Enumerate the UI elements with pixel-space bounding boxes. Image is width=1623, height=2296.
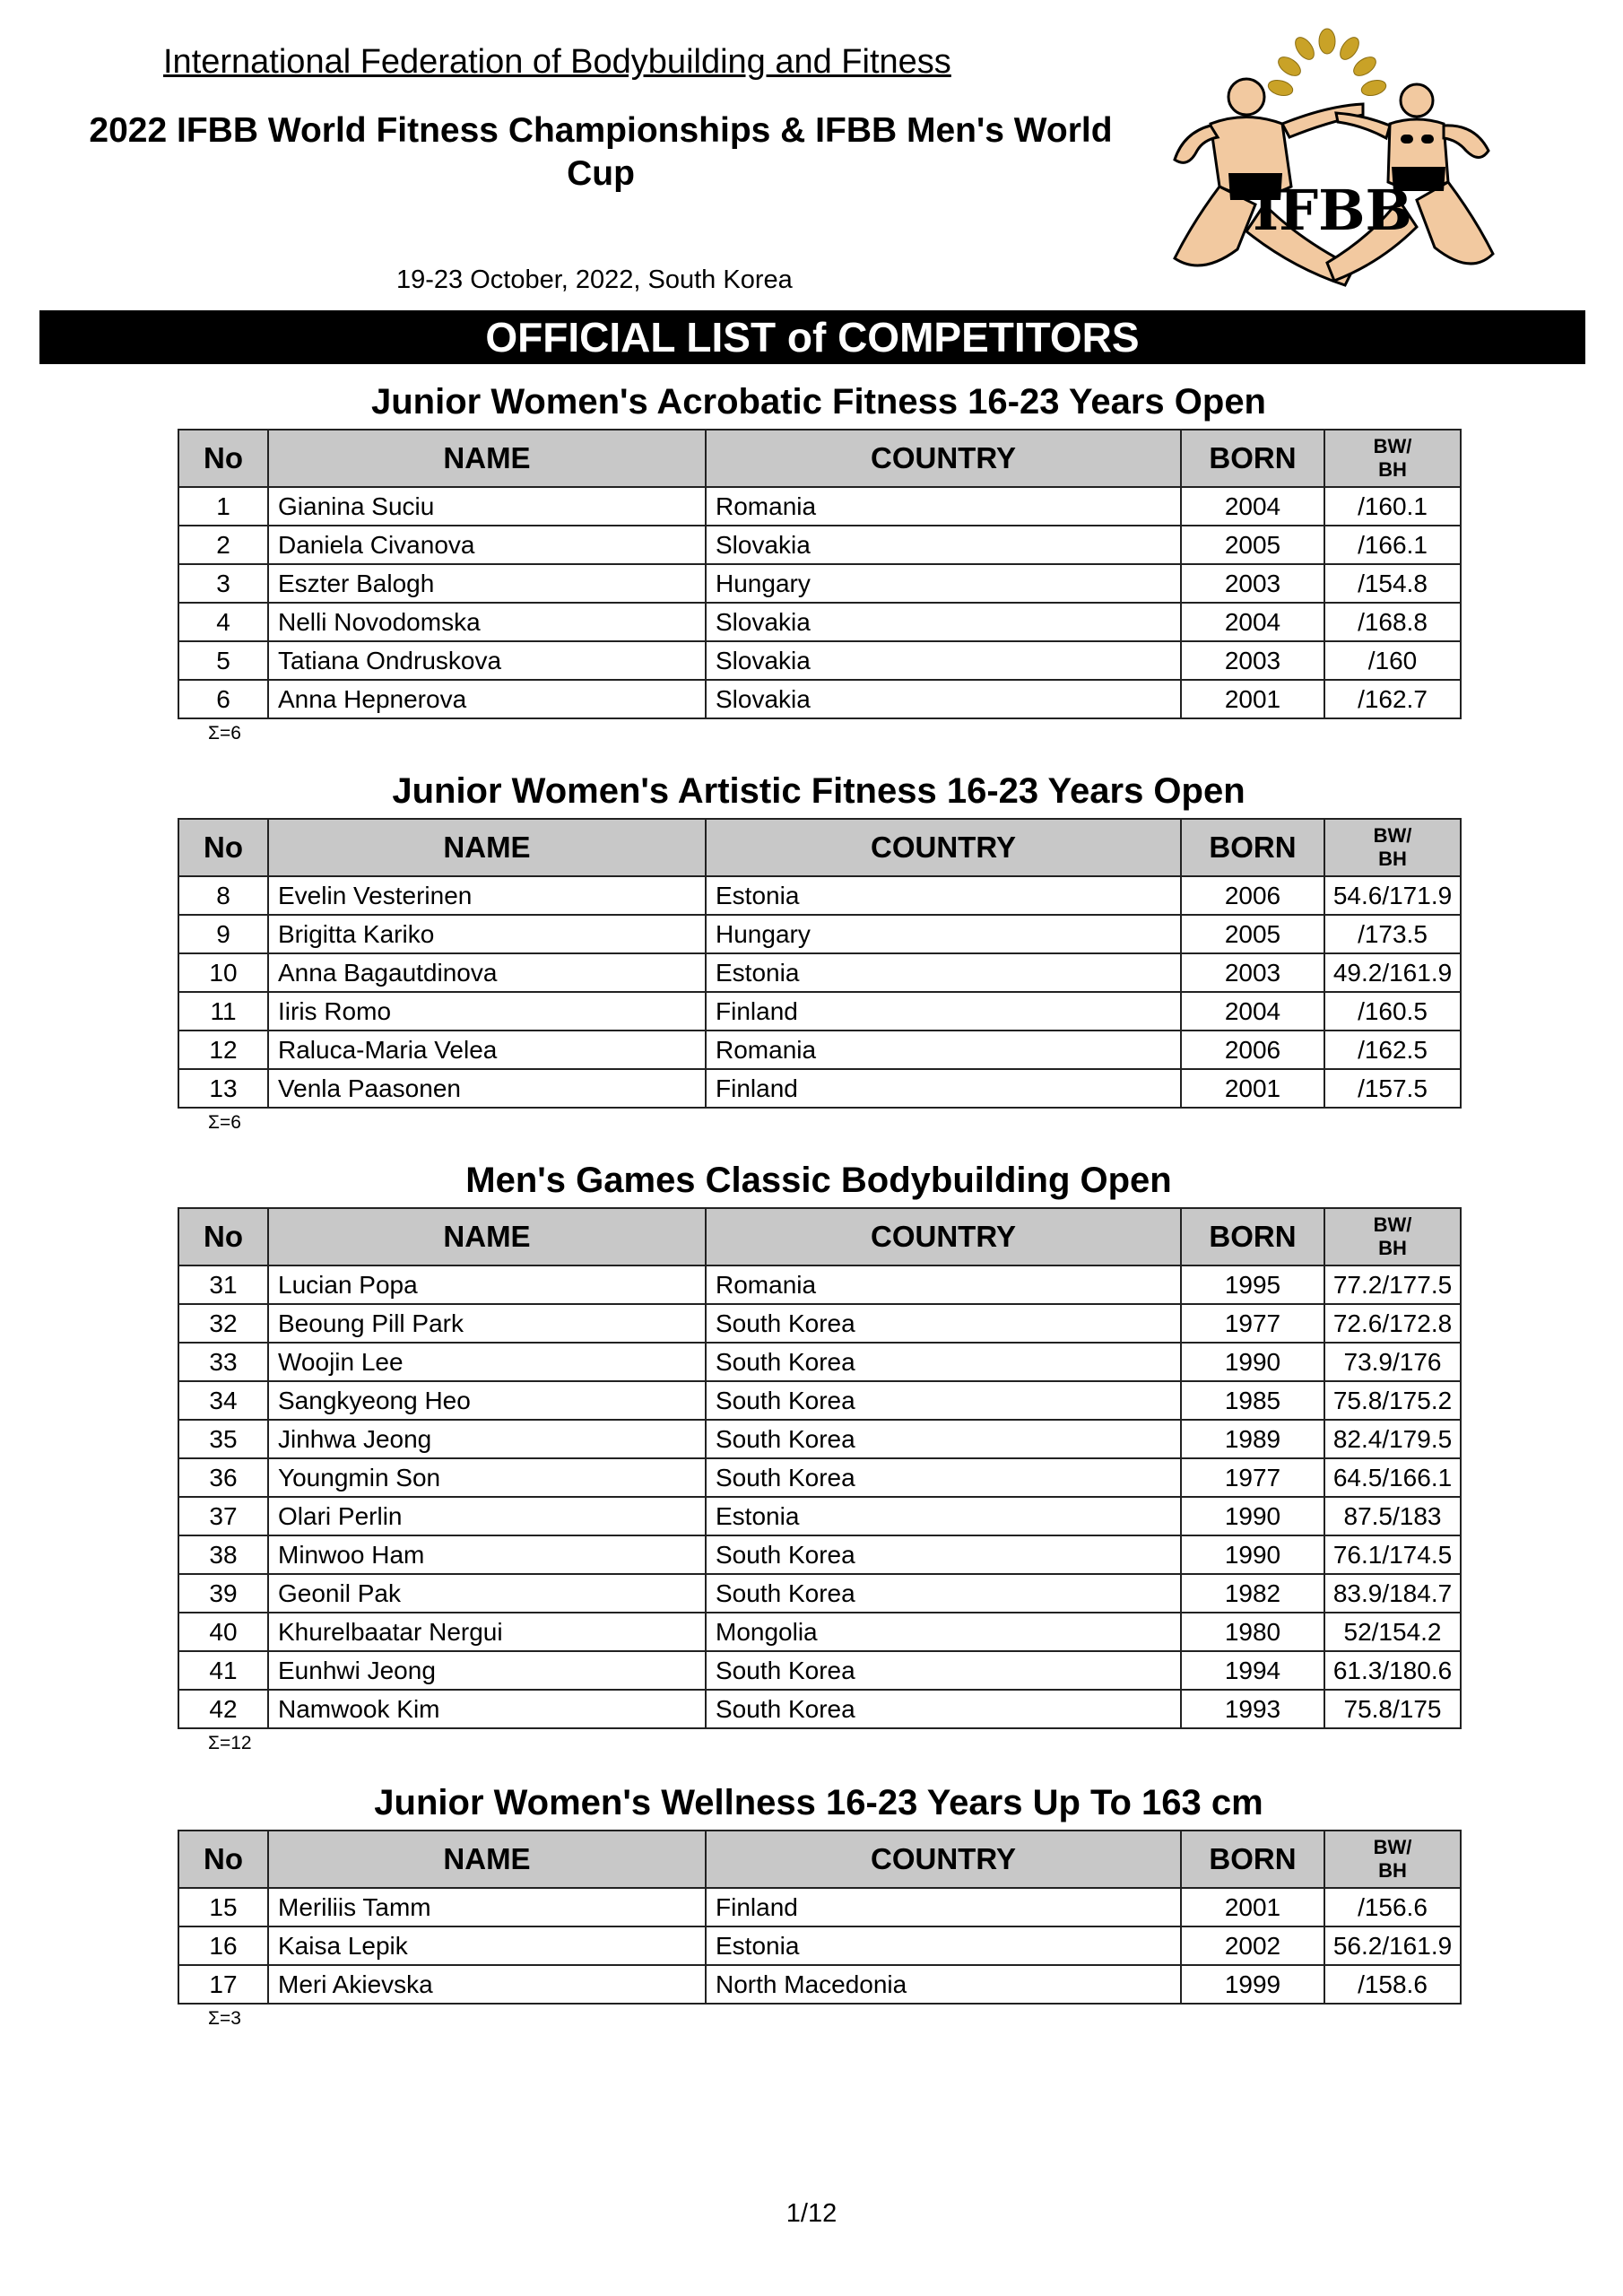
table-row: [178, 876, 1461, 915]
cell-bw-bh: /160.5: [1324, 992, 1461, 1031]
col-header-name: NAME: [268, 430, 706, 487]
category-total: Σ=6: [208, 1112, 241, 1133]
cell-name: Eszter Balogh: [268, 564, 706, 603]
cell-country: Slovakia: [706, 641, 1181, 680]
cell-born: 1995: [1181, 1265, 1324, 1304]
col-header-no: No: [178, 819, 268, 876]
cell-country: Estonia: [706, 1926, 1181, 1965]
cell-born: 2005: [1181, 526, 1324, 564]
cell-no: 35: [178, 1420, 268, 1458]
cell-bw-bh: 73.9/176: [1324, 1343, 1461, 1381]
col-header-bh: BH: [1378, 1237, 1407, 1259]
cell-bw-bh: /166.1: [1324, 526, 1461, 564]
cell-no: 36: [178, 1458, 268, 1497]
table-row: [178, 1031, 1461, 1069]
cell-born: 1990: [1181, 1343, 1324, 1381]
col-header-bw: BW/: [1373, 435, 1412, 457]
cell-name: Anna Bagautdinova: [268, 953, 706, 992]
col-header-bh: BH: [1378, 848, 1407, 870]
cell-no: 4: [178, 603, 268, 641]
category-section: [178, 764, 1460, 1137]
cell-name: Namwook Kim: [268, 1690, 706, 1728]
cell-country: Estonia: [706, 1497, 1181, 1535]
cell-name: Gianina Suciu: [268, 487, 706, 526]
table-row: [178, 641, 1461, 680]
cell-no: 5: [178, 641, 268, 680]
cell-born: 2003: [1181, 564, 1324, 603]
cell-name: Youngmin Son: [268, 1458, 706, 1497]
col-header-bw: BW/: [1373, 1836, 1412, 1858]
cell-bw-bh: /160: [1324, 641, 1461, 680]
cell-no: 16: [178, 1926, 268, 1965]
cell-bw-bh: 52/154.2: [1324, 1613, 1461, 1651]
cell-country: Romania: [706, 487, 1181, 526]
col-header-no: No: [178, 1831, 268, 1888]
cell-bw-bh: /158.6: [1324, 1965, 1461, 2004]
table-row: [178, 1304, 1461, 1343]
col-header-bh: BH: [1378, 458, 1407, 481]
cell-bw-bh: /157.5: [1324, 1069, 1461, 1108]
cell-no: 42: [178, 1690, 268, 1728]
col-header-name: NAME: [268, 1208, 706, 1265]
cell-country: South Korea: [706, 1381, 1181, 1420]
cell-born: 2002: [1181, 1926, 1324, 1965]
cell-bw-bh: 49.2/161.9: [1324, 953, 1461, 992]
cell-name: Minwoo Ham: [268, 1535, 706, 1574]
cell-born: 1982: [1181, 1574, 1324, 1613]
table-row: [178, 1535, 1461, 1574]
cell-born: 2003: [1181, 641, 1324, 680]
cell-no: 1: [178, 487, 268, 526]
cell-bw-bh: 75.8/175: [1324, 1690, 1461, 1728]
cell-bw-bh: 83.9/184.7: [1324, 1574, 1461, 1613]
category-total: Σ=3: [208, 2008, 241, 2029]
competitors-table: [178, 1207, 1462, 1729]
category-title: Junior Women's Wellness 16-23 Years Up To 163 cm: [374, 1783, 1263, 1822]
cell-no: 11: [178, 992, 268, 1031]
cell-no: 38: [178, 1535, 268, 1574]
cell-no: 32: [178, 1304, 268, 1343]
cell-bw-bh: /160.1: [1324, 487, 1461, 526]
cell-bw-bh: 82.4/179.5: [1324, 1420, 1461, 1458]
cell-no: 17: [178, 1965, 268, 2004]
table-row: [178, 564, 1461, 603]
cell-bw-bh: /156.6: [1324, 1888, 1461, 1926]
table-row: [178, 1343, 1461, 1381]
page-banner: OFFICIAL LIST of COMPETITORS: [39, 310, 1585, 364]
cell-name: Anna Hepnerova: [268, 680, 706, 718]
cell-name: Brigitta Kariko: [268, 915, 706, 953]
cell-no: 2: [178, 526, 268, 564]
col-header-country: COUNTRY: [706, 430, 1181, 487]
cell-country: South Korea: [706, 1458, 1181, 1497]
table-row: [178, 680, 1461, 718]
table-row: [178, 526, 1461, 564]
cell-name: Olari Perlin: [268, 1497, 706, 1535]
cell-bw-bh: 76.1/174.5: [1324, 1535, 1461, 1574]
cell-name: Meri Akievska: [268, 1965, 706, 2004]
cell-bw-bh: 54.6/171.9: [1324, 876, 1461, 915]
cell-no: 3: [178, 564, 268, 603]
col-header-bw-bh: [1324, 430, 1461, 487]
col-header-bw-bh: [1324, 819, 1461, 876]
cell-name: Khurelbaatar Nergui: [268, 1613, 706, 1651]
cell-name: Venla Paasonen: [268, 1069, 706, 1108]
cell-name: Tatiana Ondruskova: [268, 641, 706, 680]
col-header-no: No: [178, 430, 268, 487]
cell-country: South Korea: [706, 1535, 1181, 1574]
competitors-table: [178, 818, 1462, 1109]
table-row: [178, 992, 1461, 1031]
cell-country: South Korea: [706, 1420, 1181, 1458]
cell-born: 1993: [1181, 1690, 1324, 1728]
table-row: [178, 1265, 1461, 1304]
cell-born: 2004: [1181, 603, 1324, 641]
cell-country: Slovakia: [706, 526, 1181, 564]
table-header-row: [178, 430, 1461, 487]
table-row: [178, 915, 1461, 953]
cell-born: 1980: [1181, 1613, 1324, 1651]
cell-no: 31: [178, 1265, 268, 1304]
table-row: [178, 1069, 1461, 1108]
cell-country: Estonia: [706, 953, 1181, 992]
table-row: [178, 1690, 1461, 1728]
category-total: Σ=6: [208, 723, 241, 744]
cell-bw-bh: /168.8: [1324, 603, 1461, 641]
table-row: [178, 1926, 1461, 1965]
cell-name: Eunhwi Jeong: [268, 1651, 706, 1690]
federation-title: International Federation of Bodybuilding and Fitness: [163, 43, 951, 81]
ifbb-logo: [1148, 25, 1517, 309]
cell-no: 12: [178, 1031, 268, 1069]
cell-born: 2001: [1181, 680, 1324, 718]
cell-no: 41: [178, 1651, 268, 1690]
cell-name: Daniela Civanova: [268, 526, 706, 564]
cell-bw-bh: /154.8: [1324, 564, 1461, 603]
event-date: 19-23 October, 2022, South Korea: [396, 265, 793, 294]
cell-bw-bh: /162.5: [1324, 1031, 1461, 1069]
cell-born: 1977: [1181, 1458, 1324, 1497]
table-row: [178, 603, 1461, 641]
cell-name: Nelli Novodomska: [268, 603, 706, 641]
cell-country: South Korea: [706, 1651, 1181, 1690]
table-header-row: [178, 1831, 1461, 1888]
cell-name: Kaisa Lepik: [268, 1926, 706, 1965]
cell-country: Slovakia: [706, 603, 1181, 641]
cell-bw-bh: 75.8/175.2: [1324, 1381, 1461, 1420]
cell-name: Beoung Pill Park: [268, 1304, 706, 1343]
col-header-name: NAME: [268, 1831, 706, 1888]
cell-bw-bh: 64.5/166.1: [1324, 1458, 1461, 1497]
cell-name: Jinhwa Jeong: [268, 1420, 706, 1458]
cell-country: Estonia: [706, 876, 1181, 915]
col-header-born: BORN: [1181, 430, 1324, 487]
table-row: [178, 1458, 1461, 1497]
cell-born: 1994: [1181, 1651, 1324, 1690]
col-header-born: BORN: [1181, 1831, 1324, 1888]
cell-born: 2004: [1181, 487, 1324, 526]
competitors-table: [178, 429, 1462, 719]
cell-bw-bh: 72.6/172.8: [1324, 1304, 1461, 1343]
cell-born: 2004: [1181, 992, 1324, 1031]
cell-country: South Korea: [706, 1574, 1181, 1613]
cell-country: Romania: [706, 1031, 1181, 1069]
cell-no: 40: [178, 1613, 268, 1651]
cell-country: Finland: [706, 992, 1181, 1031]
cell-country: Finland: [706, 1888, 1181, 1926]
col-header-no: No: [178, 1208, 268, 1265]
cell-born: 1985: [1181, 1381, 1324, 1420]
cell-born: 2006: [1181, 1031, 1324, 1069]
table-header-row: [178, 819, 1461, 876]
col-header-bw: BW/: [1373, 824, 1412, 847]
cell-name: Meriliis Tamm: [268, 1888, 706, 1926]
page-number: 1/12: [785, 2199, 838, 2228]
cell-bw-bh: 87.5/183: [1324, 1497, 1461, 1535]
col-header-bh: BH: [1378, 1859, 1407, 1882]
cell-born: 1977: [1181, 1304, 1324, 1343]
logo-text: IFBB: [1253, 178, 1412, 243]
event-title-line1: 2022 IFBB World Fitness Championships & IFBB Men's World: [89, 111, 1113, 150]
category-title: Junior Women's Acrobatic Fitness 16-23 Years Open: [370, 382, 1266, 422]
cell-country: South Korea: [706, 1690, 1181, 1728]
table-row: [178, 1381, 1461, 1420]
cell-country: Romania: [706, 1265, 1181, 1304]
table-header-row: [178, 1208, 1461, 1265]
cell-country: Slovakia: [706, 680, 1181, 718]
cell-no: 13: [178, 1069, 268, 1108]
table-row: [178, 1651, 1461, 1690]
cell-country: South Korea: [706, 1343, 1181, 1381]
cell-born: 2001: [1181, 1069, 1324, 1108]
table-row: [178, 1965, 1461, 2004]
cell-name: Woojin Lee: [268, 1343, 706, 1381]
col-header-country: COUNTRY: [706, 1208, 1181, 1265]
competitors-table: [178, 1830, 1462, 2005]
table-row: [178, 1497, 1461, 1535]
cell-bw-bh: /173.5: [1324, 915, 1461, 953]
cell-no: 8: [178, 876, 268, 915]
cell-born: 1989: [1181, 1420, 1324, 1458]
cell-country: Finland: [706, 1069, 1181, 1108]
category-title: Junior Women's Artistic Fitness 16-23 Years Open: [392, 771, 1245, 811]
cell-country: Hungary: [706, 915, 1181, 953]
table-row: [178, 487, 1461, 526]
event-title-line2: Cup: [567, 154, 635, 193]
table-row: [178, 1574, 1461, 1613]
table-row: [178, 1888, 1461, 1926]
cell-born: 2001: [1181, 1888, 1324, 1926]
category-section: [178, 1776, 1460, 2033]
cell-country: Hungary: [706, 564, 1181, 603]
cell-bw-bh: 56.2/161.9: [1324, 1926, 1461, 1965]
cell-name: Raluca-Maria Velea: [268, 1031, 706, 1069]
cell-name: Sangkyeong Heo: [268, 1381, 706, 1420]
col-header-country: COUNTRY: [706, 819, 1181, 876]
cell-country: North Macedonia: [706, 1965, 1181, 2004]
event-title: [36, 109, 1166, 196]
cell-bw-bh: 61.3/180.6: [1324, 1651, 1461, 1690]
cell-born: 1990: [1181, 1497, 1324, 1535]
cell-no: 39: [178, 1574, 268, 1613]
col-header-country: COUNTRY: [706, 1831, 1181, 1888]
cell-bw-bh: /162.7: [1324, 680, 1461, 718]
cell-bw-bh: 77.2/177.5: [1324, 1265, 1461, 1304]
cell-name: Iiris Romo: [268, 992, 706, 1031]
cell-country: South Korea: [706, 1304, 1181, 1343]
cell-no: 33: [178, 1343, 268, 1381]
cell-born: 2003: [1181, 953, 1324, 992]
category-title: Men's Games Classic Bodybuilding Open: [465, 1161, 1172, 1200]
col-header-born: BORN: [1181, 1208, 1324, 1265]
cell-no: 6: [178, 680, 268, 718]
cell-born: 1990: [1181, 1535, 1324, 1574]
col-header-born: BORN: [1181, 819, 1324, 876]
table-row: [178, 1613, 1461, 1651]
cell-born: 2006: [1181, 876, 1324, 915]
cell-no: 37: [178, 1497, 268, 1535]
cell-name: Evelin Vesterinen: [268, 876, 706, 915]
cell-name: Lucian Popa: [268, 1265, 706, 1304]
cell-no: 10: [178, 953, 268, 992]
col-header-bw-bh: [1324, 1831, 1461, 1888]
table-row: [178, 1420, 1461, 1458]
cell-no: 34: [178, 1381, 268, 1420]
col-header-bw: BW/: [1373, 1213, 1412, 1236]
col-header-name: NAME: [268, 819, 706, 876]
cell-no: 9: [178, 915, 268, 953]
category-total: Σ=12: [208, 1733, 252, 1753]
cell-name: Geonil Pak: [268, 1574, 706, 1613]
table-row: [178, 953, 1461, 992]
category-section: [178, 375, 1460, 748]
cell-no: 15: [178, 1888, 268, 1926]
cell-country: Mongolia: [706, 1613, 1181, 1651]
category-section: [178, 1153, 1460, 1758]
cell-born: 1999: [1181, 1965, 1324, 2004]
cell-born: 2005: [1181, 915, 1324, 953]
col-header-bw-bh: [1324, 1208, 1461, 1265]
